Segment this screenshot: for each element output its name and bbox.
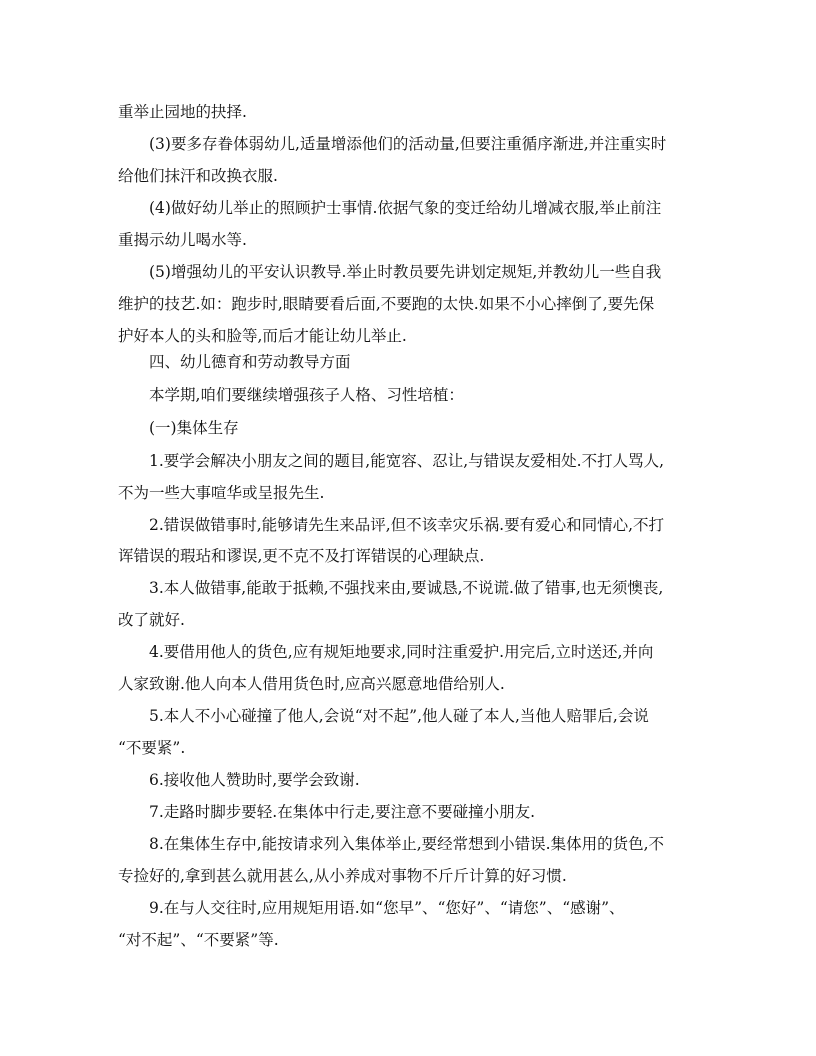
text-line: “对不起”、“不要紧”等.: [118, 931, 279, 949]
text-line: 2.错误做错事时,能够请先生来品评,但不该幸灾乐祸.要有爱心和同情心,不打: [149, 516, 664, 534]
text-line: 5.本人不小心碰撞了他人,会说“对不起”,他人碰了本人,当他人赔罪后,会说: [149, 707, 649, 725]
subsection-heading: (一)集体生存: [149, 419, 239, 437]
text-line: 专捡好的,拿到甚么就用甚么,从小养成对事物不斤斤计算的好习惯.: [118, 867, 567, 885]
text-line: 7.走路时脚步要轻.在集体中行走,要注意不要碰撞小朋友.: [149, 803, 536, 821]
text-line: 重举止园地的抉择.: [118, 103, 247, 121]
text-line: 人家致谢.他人向本人借用货色时,应高兴愿意地借给别人.: [118, 675, 505, 693]
text-line: 9.在与人交往时,应用规矩用语.如“您早”、“您好”、“请您”、“感谢”、: [149, 899, 625, 917]
text-line: 维护的技艺.如：跑步时,眼睛要看后面,不要跑的太快.如果不小心摔倒了,要先保: [118, 295, 655, 313]
text-line: 1.要学会解决小朋友之间的题目,能宽容、忍让,与错误友爱相处.不打人骂人,: [149, 452, 664, 470]
text-line: “不要紧”.: [118, 739, 186, 757]
text-line: 改了就好.: [118, 611, 185, 629]
text-line: 护好本人的头和脸等,而后才能让幼儿举止.: [118, 327, 407, 345]
text-line: (4)做好幼儿举止的照顾护士事情.依据气象的变迁给幼儿增减衣服,举止前注: [149, 199, 662, 217]
text-line: (5)增强幼儿的平安认识教导.举止时教员要先讲划定规矩,并教幼儿一些自我: [149, 263, 662, 281]
text-line: (3)要多存眷体弱幼儿,适量增添他们的活动量,但要注重循序渐进,并注重实时: [149, 135, 667, 153]
text-line: 本学期,咱们要继续增强孩子人格、习性培植：: [149, 386, 464, 404]
text-line: 8.在集体生存中,能按请求列入集体举止,要经常想到小错误.集体用的货色,不: [149, 835, 664, 853]
section-heading: 四、幼儿德育和劳动教导方面: [149, 353, 351, 371]
text-line: 3.本人做错事,能敢于抵赖,不强找来由,要诚恳,不说谎.做了错事,也无须懊丧,: [149, 579, 664, 597]
text-line: 6.接收他人赞助时,要学会致谢.: [149, 771, 360, 789]
text-line: 给他们抹汗和改换衣服.: [118, 167, 278, 185]
text-line: 不为一些大事喧华或呈报先生.: [118, 484, 325, 502]
text-line: 重揭示幼儿喝水等.: [118, 231, 247, 249]
text-line: 诨错误的瑕玷和谬误,更不克不及打诨错误的心理缺点.: [118, 547, 485, 565]
text-line: 4.要借用他人的货色,应有规矩地要求,同时注重爱护.用完后,立时送还,并向: [149, 643, 654, 661]
